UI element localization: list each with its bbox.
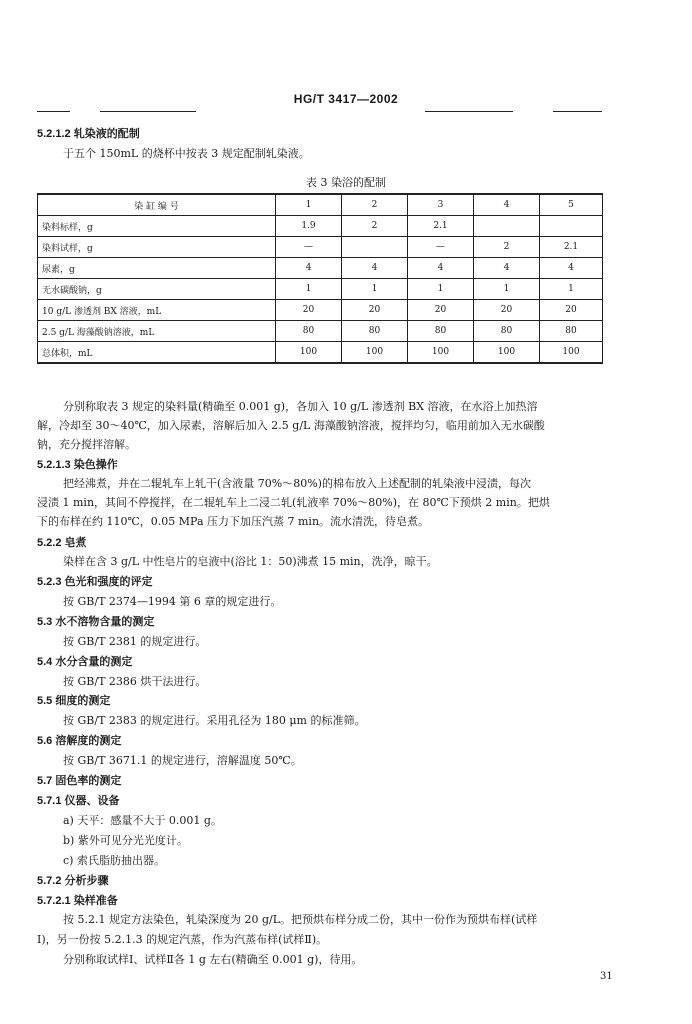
paragraph-line: 染样在含 3 g/L 中性皂片的皂液中(浴比 1：50)沸煮 15 min，洗净，晾干。 (63, 555, 438, 568)
header-rule (553, 111, 602, 112)
header-cell: 1 (276, 194, 342, 216)
section-heading: 5.3 水不溶物含量的测定 (37, 616, 155, 628)
table-row (38, 258, 603, 279)
paragraph-line: 把经沸煮，并在二辊轧车上轧干(含液量 70%～80%)的棉布放入上述配制的轧染液中浸渍，每次 (63, 477, 531, 490)
row-label: 总体积，mL (38, 342, 276, 364)
table-cell: 80 (342, 321, 408, 342)
paragraph-line: 于五个 150mL 的烧杯中按表 3 规定配制轧染液。 (63, 147, 310, 160)
paragraph-line: Ⅰ)，另一份按 5.2.1.3 的规定汽蒸，作为汽蒸布样(试样Ⅱ)。 (37, 933, 328, 946)
section-heading: 5.5 细度的测定 (37, 695, 111, 707)
table-cell (540, 216, 603, 237)
row-label: 尿素，g (38, 258, 276, 279)
table-cell: 100 (474, 342, 540, 364)
table-cell: 20 (408, 300, 474, 321)
row-label: 无水碳酸钠，g (38, 279, 276, 300)
table-row (38, 279, 603, 300)
section-heading: 5.7 固色率的测定 (37, 775, 122, 787)
table-cell: 1 (342, 279, 408, 300)
section-heading: 5.2.3 色光和强度的评定 (37, 576, 153, 588)
table-cell: 100 (408, 342, 474, 364)
paragraph-line: 按 GB/T 2386 烘干法进行。 (63, 675, 207, 688)
row-label: 染料标样，g (38, 216, 276, 237)
page-header: HG/T 3417—2002 (293, 92, 399, 106)
table-cell: 20 (540, 300, 603, 321)
table-cell: 2 (342, 216, 408, 237)
table-cell: 80 (474, 321, 540, 342)
table-row (38, 300, 603, 321)
table-cell: 1 (540, 279, 603, 300)
section-heading: 5.4 水分含量的测定 (37, 656, 133, 668)
table-cell (474, 216, 540, 237)
paragraph-line: 按 GB/T 2381 的规定进行。 (63, 635, 207, 648)
row-label: 2.5 g/L 海藻酸钠溶液，mL (38, 321, 276, 342)
header-rule (100, 111, 196, 112)
table-cell: 20 (342, 300, 408, 321)
table-cell: 100 (540, 342, 603, 364)
table-cell: 4 (540, 258, 603, 279)
table-row (38, 237, 603, 258)
table-cell: 1 (276, 279, 342, 300)
header-rule (37, 111, 70, 112)
section-heading: 5.2.2 皂煮 (37, 537, 87, 549)
section-heading: 5.2.1.2 轧染液的配制 (37, 128, 140, 140)
table-cell: 2.1 (408, 216, 474, 237)
table-cell: 20 (474, 300, 540, 321)
paragraph-line: 下的布样在约 110℃，0.05 MPa 压力下加压汽蒸 7 min。流水清洗，待皂煮。 (37, 515, 430, 528)
header-cell: 5 (540, 194, 603, 216)
table-row (38, 216, 603, 237)
header-rule (425, 111, 513, 112)
table-row (38, 321, 603, 342)
table-cell: 4 (408, 258, 474, 279)
table-caption: 表 3 染浴的配制 (306, 176, 386, 189)
paragraph-line: 浸渍 1 min，其间不停搅拌，在二辊轧车上二浸二轧(轧液率 70%～80%)，在 80℃下预烘 2 min。把烘 (37, 496, 550, 509)
section-heading: 5.2.1.3 染色操作 (37, 459, 118, 471)
list-item: c) 索氏脂肪抽出器。 (63, 854, 165, 867)
table-cell: — (408, 237, 474, 258)
header-cell: 染 缸 编 号 (38, 194, 276, 216)
table-header-row (38, 194, 603, 216)
table-cell: 80 (408, 321, 474, 342)
table-cell: 20 (276, 300, 342, 321)
table-cell: 80 (276, 321, 342, 342)
table-cell: 4 (474, 258, 540, 279)
section-heading: 5.7.2 分析步骤 (37, 875, 109, 887)
section-heading: 5.6 溶解度的测定 (37, 735, 122, 747)
paragraph-line: 钠，充分搅拌溶解。 (37, 438, 136, 451)
table-cell: 80 (540, 321, 603, 342)
table-cell: 4 (276, 258, 342, 279)
table-cell: 1.9 (276, 216, 342, 237)
header-cell: 3 (408, 194, 474, 216)
row-label: 染料试样，g (38, 237, 276, 258)
row-label: 10 g/L 渗透剂 BX 溶液，mL (38, 300, 276, 321)
table-cell: 100 (342, 342, 408, 364)
table-cell: 2.1 (540, 237, 603, 258)
paragraph-line: 分别称取表 3 规定的染料量(精确至 0.001 g)，各加入 10 g/L 渗透剂 BX 溶液，在水浴上加热溶 (63, 400, 538, 413)
section-heading: 5.7.1 仪器、设备 (37, 795, 120, 807)
table-cell: — (276, 237, 342, 258)
list-item: a) 天平：感量不大于 0.001 g。 (63, 814, 222, 827)
header-cell: 2 (342, 194, 408, 216)
list-item: b) 紫外可见分光光度计。 (63, 834, 188, 847)
paragraph-line: 按 GB/T 2374—1994 第 6 章的规定进行。 (63, 595, 282, 608)
paragraph-line: 分别称取试样Ⅰ、试样Ⅱ各 1 g 左右(精确至 0.001 g)，待用。 (63, 953, 363, 966)
table-row (38, 342, 603, 364)
table-cell (342, 237, 408, 258)
section-heading: 5.7.2.1 染样准备 (37, 895, 118, 907)
paragraph-line: 按 GB/T 3671.1 的规定进行，溶解温度 50℃。 (63, 754, 302, 767)
page-number: 31 (600, 971, 613, 982)
paragraph-line: 按 GB/T 2383 的规定进行。采用孔径为 180 μm 的标准筛。 (63, 714, 366, 727)
paragraph-line: 按 5.2.1 规定方法染色，轧染深度为 20 g/L。把预烘布样分成二份，其中一份作为预烘布样(试样 (63, 913, 538, 926)
table-cell: 4 (342, 258, 408, 279)
paragraph-line: 解，冷却至 30～40℃，加入尿素，溶解后加入 2.5 g/L 海藻酸钠溶液，搅拌均匀，临用前加入无水碳酸 (37, 419, 545, 432)
header-cell: 4 (474, 194, 540, 216)
dye-bath-table (37, 193, 603, 364)
table-cell: 100 (276, 342, 342, 364)
table-cell: 1 (408, 279, 474, 300)
table-cell: 1 (474, 279, 540, 300)
table-cell: 2 (474, 237, 540, 258)
